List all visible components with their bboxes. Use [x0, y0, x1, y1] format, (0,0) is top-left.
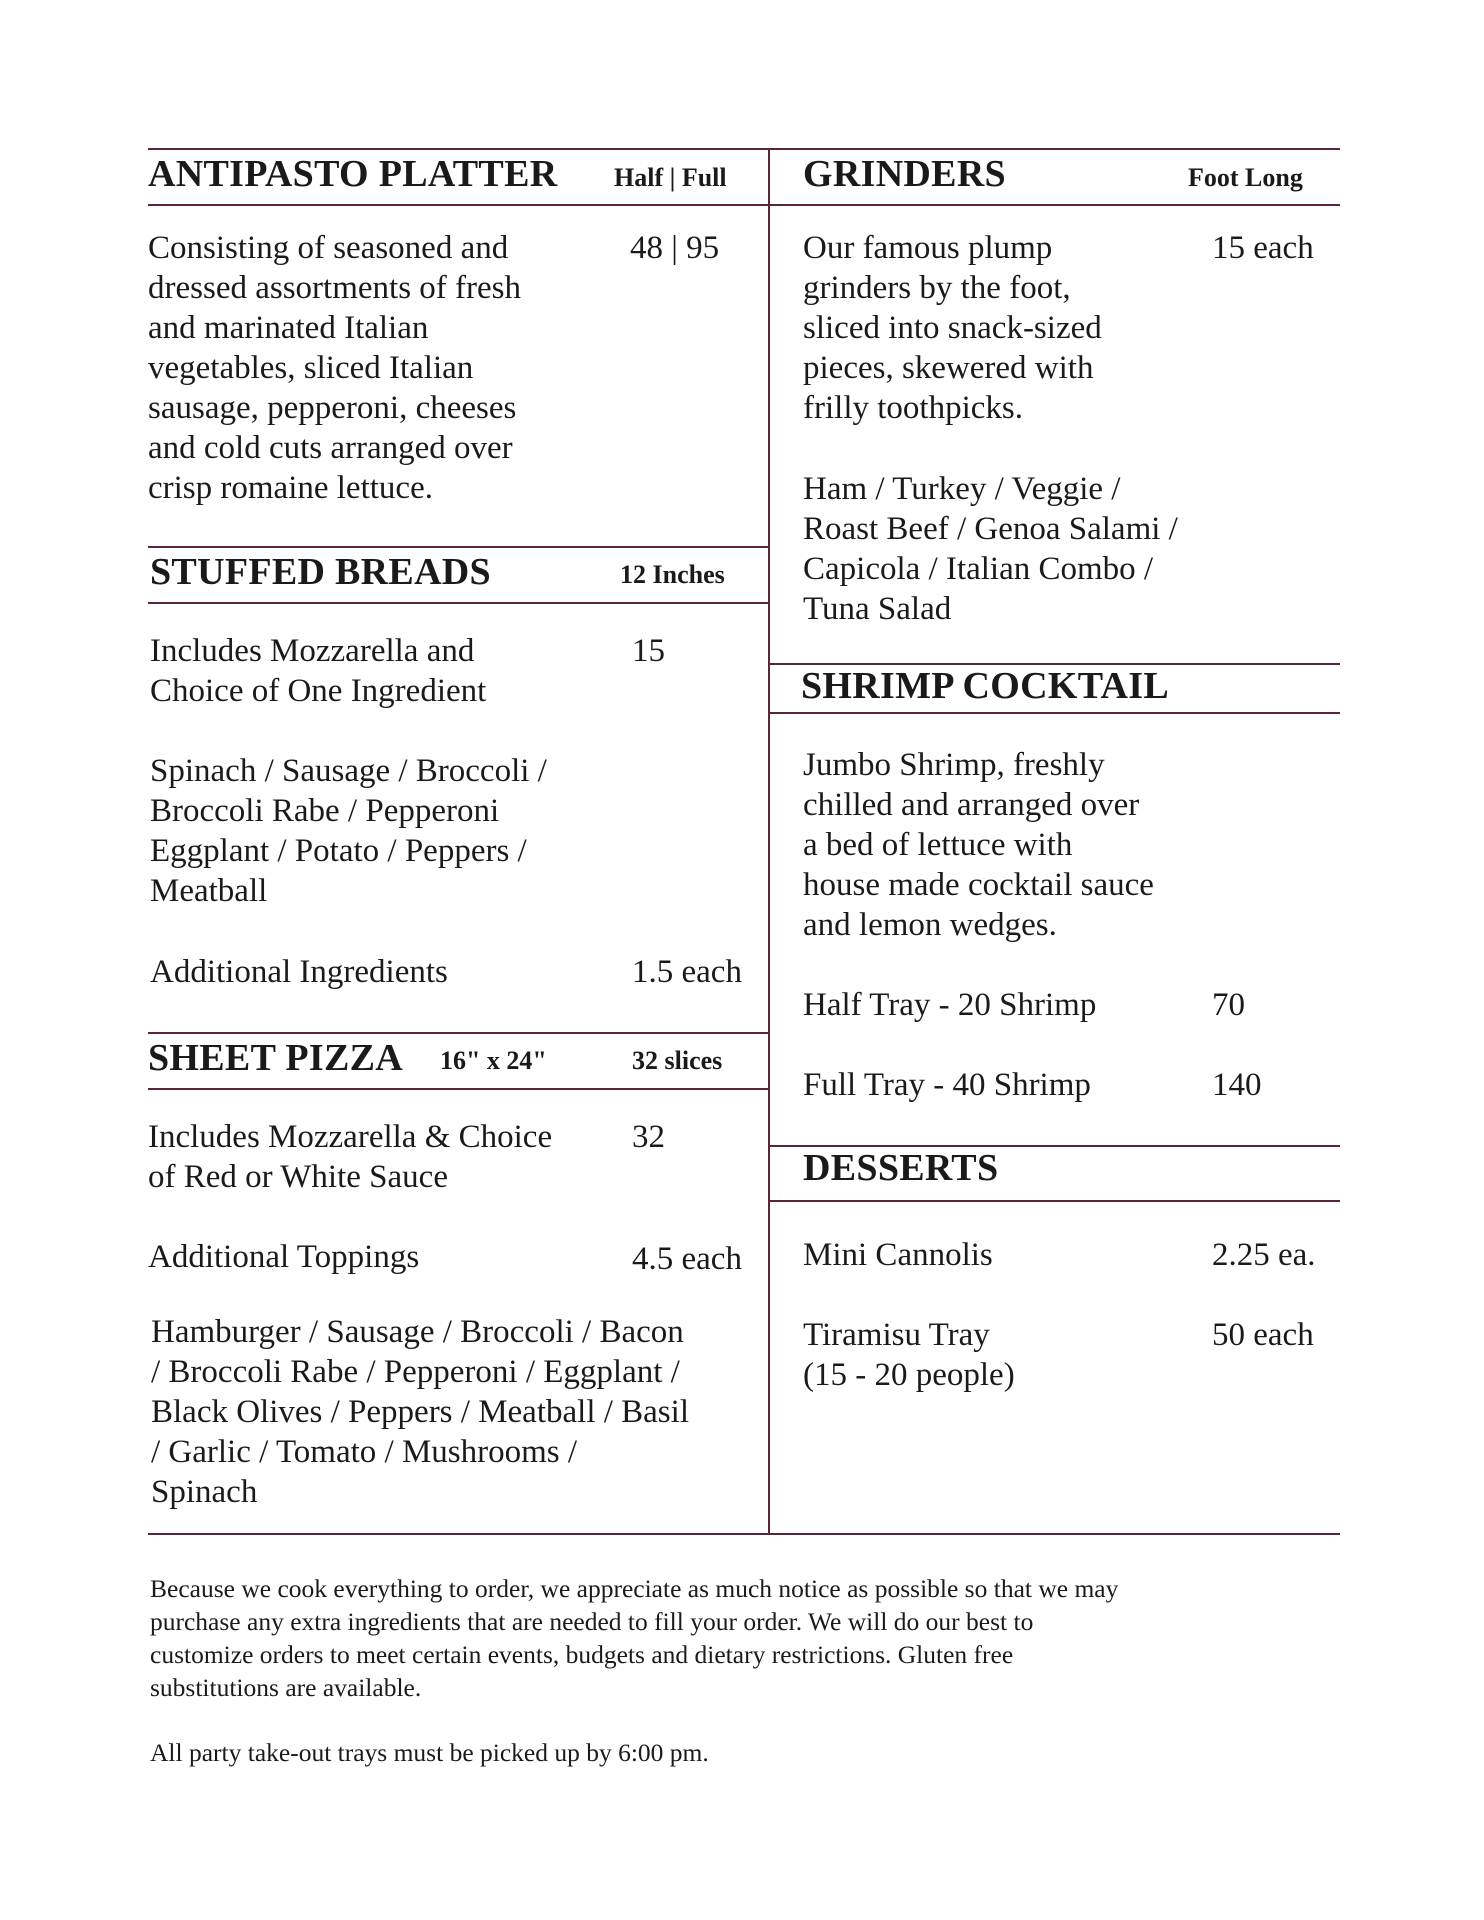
- options-line: Spinach / Sausage / Broccoli /: [150, 753, 547, 789]
- description-line: house made cocktail sauce: [803, 867, 1154, 903]
- shrimp-header-rule: [768, 712, 1340, 714]
- sheet-pizza-title: SHEET PIZZA: [148, 1037, 403, 1079]
- desserts-header-rule: [768, 1200, 1340, 1202]
- grinders-price: 15 each: [1212, 230, 1314, 266]
- sheet-pizza-additional-price: 4.5 each: [632, 1241, 742, 1277]
- includes-line: of Red or White Sauce: [148, 1159, 448, 1195]
- dessert-cannoli-label: Mini Cannolis: [803, 1237, 993, 1273]
- sheet-pizza-additional-label: Additional Toppings: [148, 1239, 420, 1275]
- pickup-note-text: All party take-out trays must be picked up by 6:00 pm.: [150, 1738, 709, 1767]
- shrimp-half-tray-price: 70: [1212, 987, 1245, 1023]
- stuffed-breads-size-label: 12 Inches: [620, 560, 725, 589]
- sheet-pizza-price: 32: [632, 1119, 665, 1155]
- options-line: Meatball: [150, 873, 268, 909]
- stuffed-breads-additional-label: Additional Ingredients: [150, 954, 448, 990]
- stuffed-breads-includes: [150, 631, 486, 711]
- notice-line: substitutions are available.: [150, 1673, 422, 1702]
- sheet-pizza-toppings: [151, 1312, 689, 1512]
- dessert-cannoli-price: 2.25 ea.: [1212, 1237, 1316, 1273]
- toppings-line: Spinach: [151, 1474, 258, 1510]
- pizza-top-rule: [148, 1032, 768, 1034]
- options-line: Tuna Salad: [803, 591, 952, 627]
- description-line: crisp romaine lettuce.: [148, 470, 433, 506]
- sheet-pizza-slices-label: 32 slices: [632, 1046, 723, 1075]
- shrimp-half-tray-label: Half Tray - 20 Shrimp: [803, 987, 1097, 1023]
- stuffed-breads-additional-price: 1.5 each: [632, 954, 742, 990]
- shrimp-cocktail-title: SHRIMP COCKTAIL: [801, 665, 1170, 707]
- grinders-title: GRINDERS: [803, 153, 1006, 195]
- pizza-header-rule: [148, 1088, 768, 1090]
- grinders-header-rule: [768, 204, 1340, 206]
- includes-line: Includes Mozzarella and: [150, 633, 475, 669]
- toppings-line: / Garlic / Tomato / Mushrooms /: [151, 1434, 578, 1470]
- description-line: chilled and arranged over: [803, 787, 1140, 823]
- antipasto-price: 48 | 95: [630, 230, 720, 266]
- stuffed-breads-top-rule: [148, 546, 768, 548]
- tiramisu-line: Tiramisu Tray: [803, 1317, 990, 1353]
- description-line: and cold cuts arranged over: [148, 430, 513, 466]
- description-line: pieces, skewered with: [803, 350, 1094, 386]
- options-line: Eggplant / Potato / Peppers /: [150, 833, 527, 869]
- description-line: Our famous plump: [803, 230, 1053, 266]
- notice-line: Because we cook everything to order, we appreciate as much notice as possible so that we may: [150, 1574, 1119, 1603]
- options-line: Roast Beef / Genoa Salami /: [803, 511, 1178, 547]
- column-divider: [768, 148, 770, 1535]
- grinders-description: [803, 228, 1102, 428]
- grinders-size-label: Foot Long: [1188, 163, 1303, 192]
- sheet-pizza-includes: [148, 1117, 552, 1197]
- stuffed-breads-title: STUFFED BREADS: [150, 551, 491, 593]
- stuffed-breads-options: [150, 751, 547, 911]
- description-line: frilly toothpicks.: [803, 390, 1023, 426]
- antipasto-header-rule: [148, 204, 768, 206]
- dessert-tiramisu-label: [803, 1315, 1015, 1395]
- description-line: sausage, pepperoni, cheeses: [148, 390, 517, 426]
- toppings-line: Hamburger / Sausage / Broccoli / Bacon: [151, 1314, 684, 1350]
- description-line: Consisting of seasoned and: [148, 230, 509, 266]
- description-line: sliced into snack-sized: [803, 310, 1102, 346]
- toppings-line: Black Olives / Peppers / Meatball / Basil: [151, 1394, 689, 1430]
- options-line: Ham / Turkey / Veggie /: [803, 471, 1121, 507]
- options-line: Capicola / Italian Combo /: [803, 551, 1154, 587]
- shrimp-full-tray-label: Full Tray - 40 Shrimp: [803, 1067, 1091, 1103]
- order-notice: [150, 1572, 1118, 1704]
- tiramisu-line: (15 - 20 people): [803, 1357, 1015, 1393]
- antipasto-title: ANTIPASTO PLATTER: [148, 153, 558, 195]
- shrimp-full-tray-price: 140: [1212, 1067, 1262, 1103]
- description-line: vegetables, sliced Italian: [148, 350, 474, 386]
- includes-line: Includes Mozzarella & Choice: [148, 1119, 553, 1155]
- description-line: and marinated Italian: [148, 310, 429, 346]
- top-rule: [148, 148, 1340, 150]
- stuffed-breads-header-rule: [148, 602, 768, 604]
- grinders-options: [803, 469, 1178, 629]
- shrimp-cocktail-description: [803, 745, 1154, 945]
- notice-line: purchase any extra ingredients that are needed to fill your order. We will do our best to: [150, 1607, 1034, 1636]
- desserts-title: DESSERTS: [803, 1147, 999, 1189]
- includes-line: Choice of One Ingredient: [150, 673, 487, 709]
- description-line: dressed assortments of fresh: [148, 270, 521, 306]
- sheet-pizza-dimension-label: 16" x 24": [440, 1046, 547, 1075]
- description-line: Jumbo Shrimp, freshly: [803, 747, 1105, 783]
- stuffed-breads-price: 15: [632, 633, 665, 669]
- pickup-note: [150, 1736, 709, 1769]
- antipasto-description: [148, 228, 521, 508]
- bottom-rule: [148, 1533, 1340, 1535]
- dessert-tiramisu-price: 50 each: [1212, 1317, 1314, 1353]
- toppings-line: / Broccoli Rabe / Pepperoni / Eggplant /: [151, 1354, 680, 1390]
- options-line: Broccoli Rabe / Pepperoni: [150, 793, 500, 829]
- description-line: and lemon wedges.: [803, 907, 1057, 943]
- description-line: grinders by the foot,: [803, 270, 1071, 306]
- notice-line: customize orders to meet certain events, budgets and dietary restrictions. Gluten free: [150, 1640, 1014, 1669]
- description-line: a bed of lettuce with: [803, 827, 1073, 863]
- antipasto-size-label: Half | Full: [614, 163, 727, 192]
